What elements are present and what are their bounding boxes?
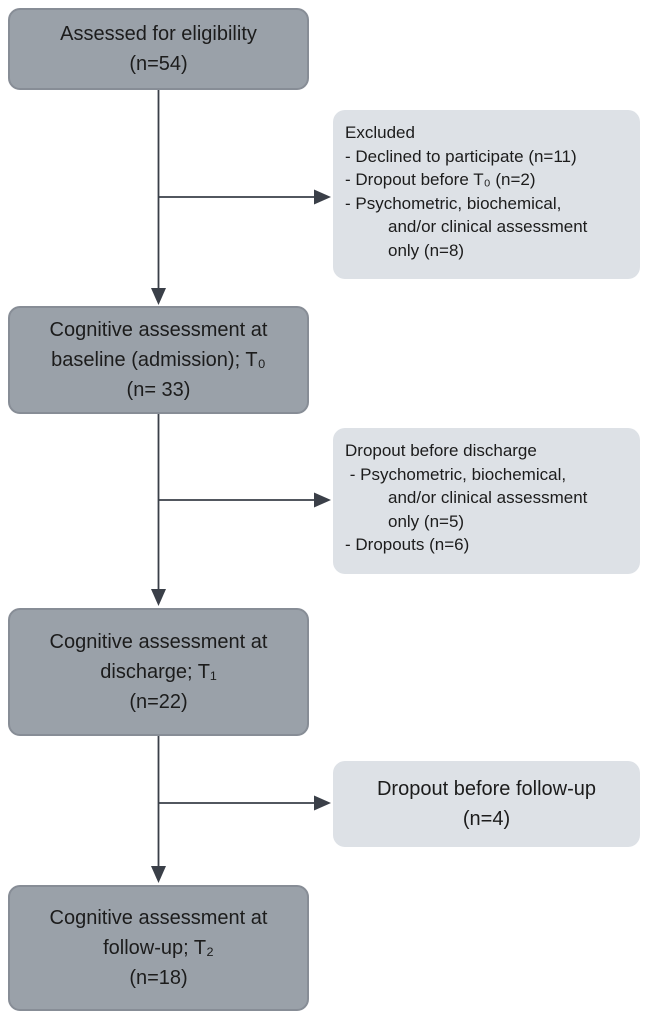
side-box-items (345, 804, 628, 834)
box-line: - Psychometric, biochemical, (345, 464, 567, 484)
side-box-items (345, 463, 628, 557)
box-line: - Dropout before T₀ (n=2) (345, 170, 536, 189)
box-line: only (n=8) (388, 240, 465, 260)
arrow-discharge-to-followup (151, 736, 166, 883)
box-line: Cognitive assessment at (49, 319, 268, 341)
box-line: Cognitive assessment at (49, 631, 268, 653)
box-line: - Declined to participate (n=11) (345, 146, 577, 166)
flow-box-followup (8, 885, 309, 1011)
box-line: (n=54) (129, 53, 188, 75)
box-line: Cognitive assessment at (49, 907, 268, 929)
flow-box-assessed-eligibility (8, 8, 309, 90)
box-line: - Psychometric, biochemical, (345, 193, 562, 213)
flow-box-dropout-before-discharge (333, 428, 640, 574)
flow-box-dropout-before-followup (333, 761, 640, 847)
box-line: - Dropouts (n=6) (345, 535, 470, 554)
box-line: (n= 33) (126, 379, 191, 401)
side-box-title: Dropout before discharge (345, 441, 537, 460)
flow-box-baseline (8, 306, 309, 414)
box-line: baseline (admission); T₀ (51, 349, 266, 371)
box-line: and/or clinical assessment (388, 217, 588, 236)
box-line: Assessed for eligibility (60, 23, 257, 45)
box-line: and/or clinical assessment (388, 488, 588, 507)
box-line: (n=22) (129, 691, 188, 713)
flow-box-discharge (8, 608, 309, 736)
box-line: follow-up; T₂ (103, 937, 214, 959)
arrow-to-excluded (159, 190, 332, 205)
box-line: (n=4) (462, 808, 511, 830)
box-line: discharge; T₁ (100, 661, 217, 683)
arrow-baseline-to-discharge (151, 414, 166, 606)
arrow-to-dropout-discharge (159, 493, 332, 508)
flow-box-excluded (333, 110, 640, 279)
arrow-to-dropout-followup (159, 796, 332, 811)
side-box-items (345, 145, 628, 263)
side-box-title: Dropout before follow-up (376, 778, 596, 800)
box-line: (n=18) (129, 967, 188, 989)
side-box-title: Excluded (345, 123, 415, 142)
box-line: only (n=5) (388, 511, 465, 531)
